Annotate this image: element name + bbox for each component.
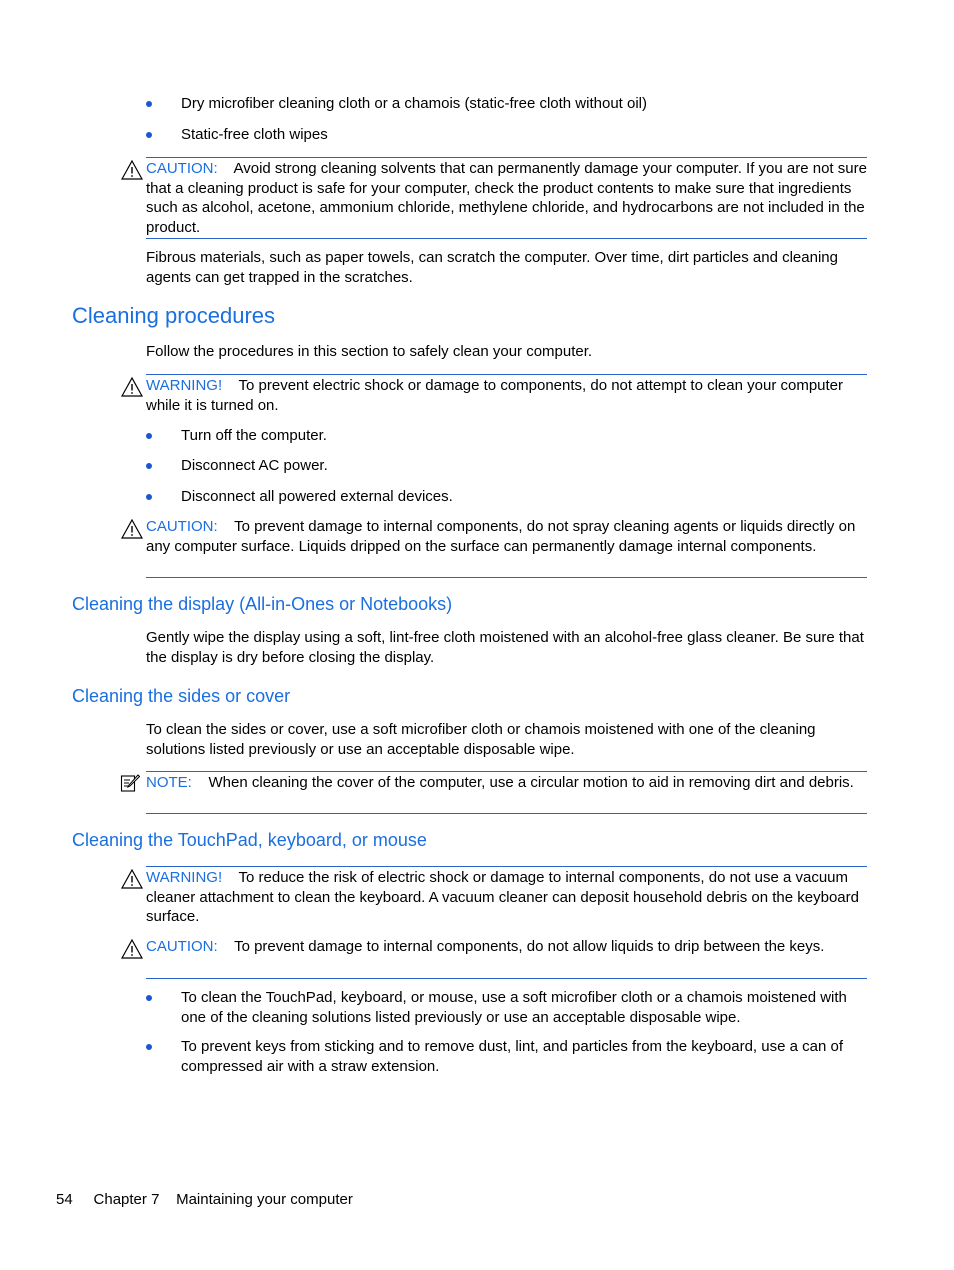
- section-intro: Follow the procedures in this section to safely clean your computer.: [146, 343, 593, 360]
- notice-top-rule: [146, 771, 867, 772]
- caution-text: Avoid strong cleaning solvents that can permanently damage your computer. If you are not sure that a cleaning product is safe for your computer, check the product contents to make sure that ingredients such as alcohol, acetone, ammonium chloride, methylene chloride, and hydrocarbons are not included in the product.: [146, 160, 867, 236]
- bullet-icon: [146, 494, 152, 500]
- subsection-heading: Cleaning the sides or cover: [72, 686, 291, 706]
- bullet-icon: [146, 101, 152, 107]
- warning-notice: [146, 868, 867, 927]
- section-title: Cleaning procedures: [72, 303, 276, 328]
- warning-triangle-icon: [121, 377, 143, 397]
- warning-label: WARNING!: [146, 869, 223, 886]
- bullet-icon: [146, 132, 152, 138]
- caution-notice: [146, 937, 867, 957]
- warning-triangle-icon: [121, 160, 143, 180]
- notice-bottom-rule: [146, 238, 867, 239]
- caution-label: CAUTION:: [146, 518, 218, 535]
- warning-label: WARNING!: [146, 377, 223, 394]
- caution-notice: [146, 159, 867, 237]
- paragraph: To clean the sides or cover, use a soft microfiber cloth or chamois moistened with one of the cleaning solutions listed previously or use an acceptable disposable wipe.: [146, 721, 816, 758]
- caution-label: CAUTION:: [146, 938, 218, 955]
- caution-text: To prevent damage to internal components, do not allow liquids to drip between the keys.: [234, 938, 825, 955]
- page-footer: [56, 1191, 353, 1208]
- warning-triangle-icon: [121, 519, 143, 539]
- note-pencil-icon: [120, 773, 140, 793]
- subsection-heading: Cleaning the TouchPad, keyboard, or mouse: [72, 830, 427, 850]
- bullet-icon: [146, 1044, 152, 1050]
- notice-bottom-rule: [146, 577, 867, 578]
- bullet-icon: [146, 995, 152, 1001]
- note-text: When cleaning the cover of the computer, use a circular motion to aid in removing dirt and debris.: [208, 774, 854, 791]
- warning-text: To reduce the risk of electric shock or damage to internal components, do not use a vacuum cleaner attachment to clean the keyboard. A vacuum cleaner can deposit household debris on the keyboard surface.: [146, 869, 859, 925]
- notice-bottom-rule: [146, 813, 867, 814]
- caution-text: To prevent damage to internal components, do not spray cleaning agents or liquids directly on any computer surface. Liquids dripped on the surface can permanently damage internal components.: [146, 518, 856, 555]
- warning-triangle-icon: [121, 939, 143, 959]
- notice-bottom-rule: [146, 978, 867, 979]
- caution-label: CAUTION:: [146, 160, 218, 177]
- note-label: NOTE:: [146, 774, 192, 791]
- page-number: 54: [56, 1191, 73, 1208]
- warning-triangle-icon: [121, 869, 143, 889]
- chapter-title: Maintaining your computer: [176, 1191, 353, 1208]
- bullet-icon: [146, 433, 152, 439]
- notice-top-rule: [146, 157, 867, 158]
- chapter-label: Chapter 7: [93, 1191, 160, 1208]
- caution-notice: [146, 517, 867, 556]
- bullet-icon: [146, 463, 152, 469]
- notice-top-rule: [146, 866, 867, 867]
- note-notice: [146, 773, 867, 793]
- warning-text: To prevent electric shock or damage to components, do not attempt to clean your computer while it is turned on.: [146, 377, 844, 414]
- notice-top-rule: [146, 374, 867, 375]
- warning-notice: [146, 376, 867, 415]
- paragraph: Fibrous materials, such as paper towels, can scratch the computer. Over time, dirt particles and cleaning agents can get trapped in the scratches.: [146, 249, 838, 286]
- paragraph: Gently wipe the display using a soft, lint-free cloth moistened with an alcohol-free glass cleaner. Be sure that the display is dry before closing the display.: [146, 629, 864, 666]
- subsection-heading: Cleaning the display (All-in-Ones or Notebooks): [72, 594, 453, 614]
